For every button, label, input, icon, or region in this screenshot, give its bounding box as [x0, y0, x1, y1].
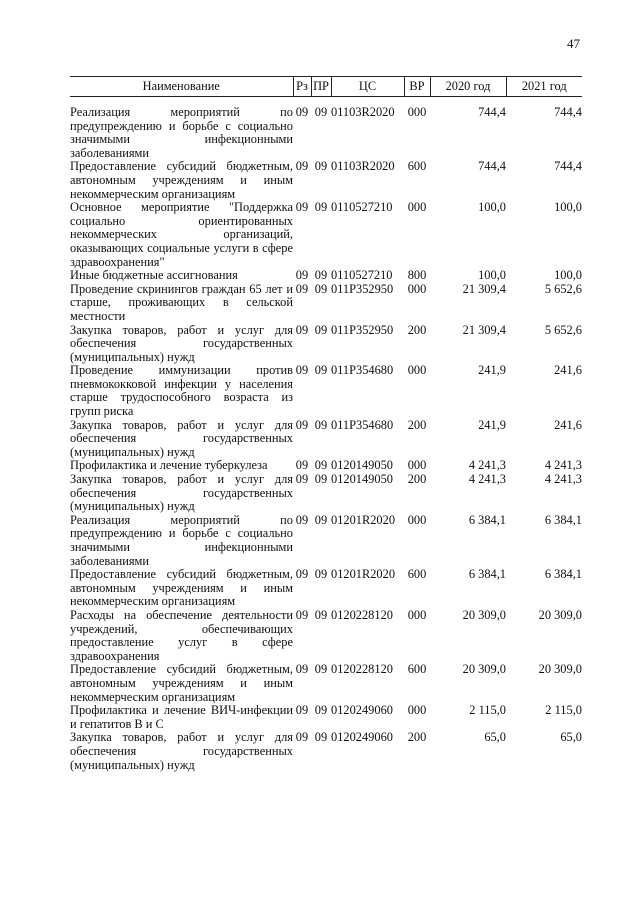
- row-name: Реализация мероприятий по предупреждению и борьбе с социально значимыми инфекционными заболеваниями: [70, 105, 293, 160]
- row-pr: 09: [314, 105, 328, 119]
- row-vr: 200: [407, 417, 427, 432]
- header-2020: 2020 год: [430, 77, 506, 97]
- table-row: [70, 514, 582, 568]
- row-rz: 09: [295, 662, 309, 677]
- table-row: [70, 364, 582, 418]
- row-pr: 09: [314, 730, 328, 745]
- row-name: Предоставление субсидий бюджетным, автономным учреждениям и иным некоммерческим организациям: [70, 567, 293, 609]
- table-row: [70, 269, 582, 283]
- row-pr: 09: [314, 322, 328, 337]
- row-cs: 011P352950: [331, 322, 394, 337]
- row-vr: 600: [407, 662, 427, 677]
- row-cs: 011P352950: [331, 281, 394, 296]
- row-cs: 01103R2020: [331, 159, 395, 174]
- row-cs: 01201R2020: [331, 567, 396, 582]
- header-vr: ВР: [404, 77, 430, 97]
- row-value-2021: 6 384,1: [544, 512, 582, 527]
- row-value-2021: 20 309,0: [538, 662, 582, 677]
- row-cs: 0120228120: [331, 607, 393, 622]
- row-pr: 09: [314, 472, 328, 487]
- row-name: Расходы на обеспечение деятельности учреждений, обеспечивающих предоставление услуг в сфере здравоохранения: [70, 607, 293, 663]
- row-pr: 09: [314, 363, 328, 378]
- row-value-2021: 6 384,1: [544, 567, 582, 582]
- header-2021: 2021 год: [506, 77, 582, 97]
- row-value-2021: 100,0: [554, 268, 582, 283]
- row-pr: 09: [314, 662, 328, 677]
- row-rz: 09: [295, 363, 309, 378]
- table-row: [70, 731, 582, 772]
- row-value-2021: 241,6: [554, 417, 582, 432]
- header-pr: ПР: [311, 77, 331, 97]
- row-cs: 011P354680: [331, 417, 394, 432]
- row-rz: 09: [295, 458, 309, 473]
- row-name: Закупка товаров, работ и услуг для обеспечения государственных (муниципальных) нужд: [70, 472, 293, 514]
- row-pr: 09: [314, 512, 328, 527]
- row-value-2020: 65,0: [484, 730, 506, 745]
- row-value-2020: 4 241,3: [468, 458, 506, 473]
- row-name: Профилактика и лечение ВИЧ-инфекции и гепатитов В и С: [70, 703, 293, 731]
- row-name: Проведение иммунизации против пневмококковой инфекции у населения старше трудоспособного возраста из групп риска: [70, 363, 293, 419]
- row-vr: 200: [407, 730, 427, 745]
- row-value-2021: 4 241,3: [544, 472, 582, 487]
- row-rz: 09: [295, 322, 309, 337]
- row-value-2020: 2 115,0: [469, 703, 506, 718]
- row-cs: 0120249060: [331, 730, 393, 745]
- table-row: [70, 201, 582, 269]
- row-value-2020: 21 309,4: [462, 322, 506, 337]
- row-vr: 800: [407, 268, 427, 283]
- row-vr: 000: [407, 703, 427, 718]
- row-cs: 0120249060: [331, 703, 393, 718]
- table-row: [70, 568, 582, 609]
- row-cs: 0110527210: [331, 200, 393, 215]
- row-value-2020: 241,9: [478, 417, 506, 432]
- row-vr: 000: [407, 607, 427, 622]
- table-header-row: [70, 77, 582, 97]
- row-value-2021: 744,4: [554, 105, 582, 119]
- row-vr: 600: [407, 567, 427, 582]
- row-value-2020: 6 384,1: [468, 512, 506, 527]
- row-value-2021: 65,0: [560, 730, 582, 745]
- table-row: [70, 473, 582, 514]
- row-rz: 09: [295, 105, 309, 119]
- header-rz: Рз: [293, 77, 311, 97]
- row-cs: 01103R2020: [331, 105, 395, 119]
- row-value-2021: 4 241,3: [544, 458, 582, 473]
- row-pr: 09: [314, 703, 328, 718]
- page-number: 47: [567, 36, 580, 51]
- row-vr: 200: [407, 472, 427, 487]
- row-value-2021: 2 115,0: [545, 703, 582, 718]
- row-rz: 09: [295, 703, 309, 718]
- table-row: [70, 324, 582, 365]
- row-pr: 09: [314, 200, 328, 215]
- row-cs: 0120149050: [331, 458, 393, 473]
- row-pr: 09: [314, 281, 328, 296]
- row-rz: 09: [295, 730, 309, 745]
- row-value-2020: 100,0: [478, 268, 506, 283]
- row-vr: 600: [407, 159, 427, 174]
- row-vr: 200: [407, 322, 427, 337]
- row-value-2021: 5 652,6: [544, 322, 582, 337]
- row-value-2021: 744,4: [554, 159, 582, 174]
- row-value-2020: 100,0: [478, 200, 506, 215]
- row-value-2020: 6 384,1: [468, 567, 506, 582]
- row-name: Закупка товаров, работ и услуг для обеспечения государственных (муниципальных) нужд: [70, 417, 293, 459]
- row-rz: 09: [295, 567, 309, 582]
- row-rz: 09: [295, 268, 309, 283]
- table-row: [70, 609, 582, 663]
- table-row: [70, 97, 582, 161]
- row-vr: 000: [407, 281, 427, 296]
- row-value-2020: 241,9: [478, 363, 506, 378]
- row-pr: 09: [314, 159, 328, 174]
- table-row: [70, 283, 582, 324]
- row-name: Основное мероприятие "Поддержка социально ориентированных некоммерческих организаций, оказывающих социальные услуги в сфере здравоохранения": [70, 200, 293, 269]
- row-cs: 011P354680: [331, 363, 394, 378]
- row-value-2020: 20 309,0: [462, 662, 506, 677]
- row-name: Предоставление субсидий бюджетным, автономным учреждениям и иным некоммерческим организациям: [70, 662, 293, 704]
- row-value-2020: 744,4: [478, 105, 506, 119]
- budget-table: [70, 76, 582, 772]
- row-pr: 09: [314, 458, 328, 473]
- row-rz: 09: [295, 512, 309, 527]
- row-name: Предоставление субсидий бюджетным, автономным учреждениям и иным некоммерческим организациям: [70, 159, 293, 201]
- row-name: Закупка товаров, работ и услуг для обеспечения государственных (муниципальных) нужд: [70, 322, 293, 364]
- row-name: Иные бюджетные ассигнования: [70, 268, 238, 283]
- table-row: [70, 663, 582, 704]
- row-cs: 0120228120: [331, 662, 393, 677]
- row-rz: 09: [295, 472, 309, 487]
- row-rz: 09: [295, 607, 309, 622]
- row-value-2021: 100,0: [554, 200, 582, 215]
- table-row: [70, 419, 582, 460]
- row-vr: 000: [407, 105, 427, 119]
- row-cs: 0120149050: [331, 472, 393, 487]
- row-value-2020: 4 241,3: [468, 472, 506, 487]
- row-vr: 000: [407, 363, 427, 378]
- row-value-2021: 20 309,0: [538, 607, 582, 622]
- row-name: Профилактика и лечение туберкулеза: [70, 458, 268, 473]
- row-name: Закупка товаров, работ и услуг для обеспечения государственных (муниципальных) нужд: [70, 730, 293, 772]
- table-row: [70, 704, 582, 731]
- table-body: [70, 97, 582, 773]
- header-name: Наименование: [70, 77, 293, 97]
- row-pr: 09: [314, 607, 328, 622]
- row-rz: 09: [295, 417, 309, 432]
- row-cs: 0110527210: [331, 268, 393, 283]
- header-cs: ЦС: [331, 77, 404, 97]
- row-name: Проведение скринингов граждан 65 лет и старше, проживающих в сельской местности: [70, 281, 293, 323]
- row-pr: 09: [314, 268, 328, 283]
- row-value-2021: 5 652,6: [544, 281, 582, 296]
- table-row: [70, 160, 582, 201]
- row-rz: 09: [295, 281, 309, 296]
- row-cs: 01201R2020: [331, 512, 396, 527]
- row-vr: 000: [407, 512, 427, 527]
- row-vr: 000: [407, 200, 427, 215]
- row-value-2020: 21 309,4: [462, 281, 506, 296]
- row-vr: 000: [407, 458, 427, 473]
- row-value-2021: 241,6: [554, 363, 582, 378]
- table-row: [70, 459, 582, 473]
- row-pr: 09: [314, 567, 328, 582]
- row-rz: 09: [295, 200, 309, 215]
- row-value-2020: 20 309,0: [462, 607, 506, 622]
- row-name: Реализация мероприятий по предупреждению и борьбе с социально значимыми инфекционными заболеваниями: [70, 512, 293, 568]
- row-rz: 09: [295, 159, 309, 174]
- row-value-2020: 744,4: [478, 159, 506, 174]
- row-pr: 09: [314, 417, 328, 432]
